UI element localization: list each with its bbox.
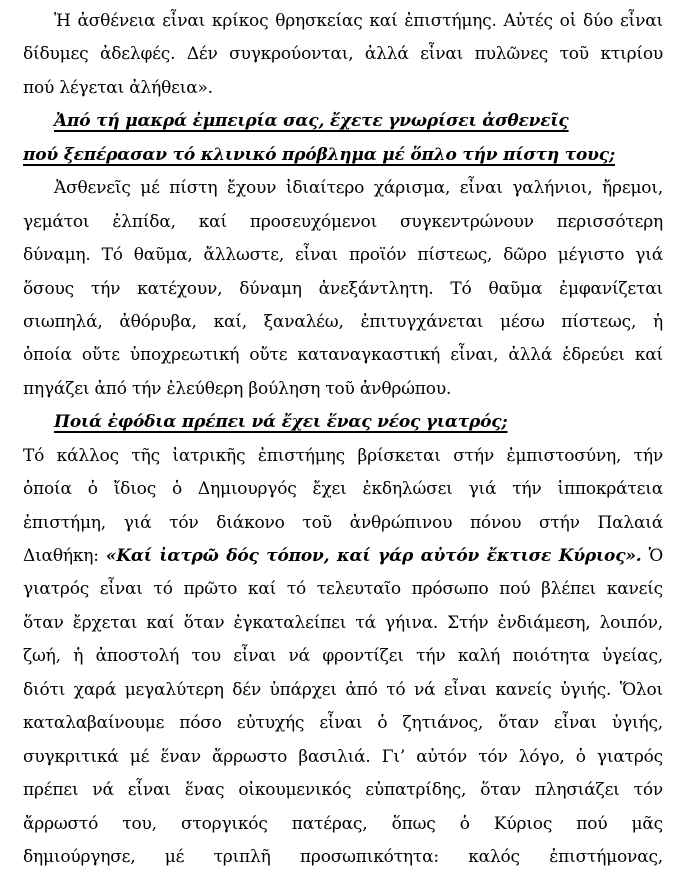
scripture-quote: «Καί ἰατρῶ δός τόπον, καί γάρ αὐτόν ἔκτισε Κύριος». [105, 546, 642, 566]
text-run: ἐπιστήμη, γιά τόν διάκονο τοῦ ἀνθρώπινου πόνου στήν Παλαιά [23, 512, 663, 533]
text-run: Ὁ [641, 546, 663, 566]
text-run: πού ξεπέρασαν τό κλινικό πρόβλημα μέ ὅπλο τήν πίστη τους; [23, 144, 615, 165]
text-run: δημιούργησε, μέ τριπλῆ προσωπικότητα: καλός ἐπιστήμονας, [23, 846, 663, 867]
text-line [23, 774, 663, 807]
text-run: ἄρρωστό του, στοργικός πατέρας, ὅπως ὁ Κύριος πού μᾶς [23, 813, 663, 834]
text-line [23, 507, 663, 540]
text-run: ὅσους τήν κατέχουν, δύναμη ἀνεξάντλητη. Τό θαῦμα ἐμφανίζεται [23, 278, 663, 299]
text-line [23, 540, 663, 573]
text-line [23, 707, 663, 740]
text-line [23, 339, 663, 372]
text-run: ὁποία ὁ ἴδιος ὁ Δημιουργός ἔχει ἐκδηλώσει γιά τήν ἱπποκράτεια [23, 479, 663, 500]
heading-line [23, 105, 663, 138]
text-run: Ποιά ἐφόδια πρέπει νά ἔχει ἕνας νέος γιατρός; [54, 412, 508, 433]
text-line [23, 239, 663, 272]
text-line [23, 607, 663, 640]
text-line [23, 172, 663, 205]
text-run: καταλαβαίνουμε πόσο εὐτυχής εἶναι ὁ ζητιάνος, ὅταν εἶναι ὑγιής, [23, 713, 663, 734]
heading-question-1 [23, 105, 663, 172]
paragraph-answer-faith [23, 172, 663, 406]
text-run: πρέπει νά εἶναι ἕνας οἰκουμενικός εὐπατρίδης, ὅταν πλησιάζει τόν [23, 780, 663, 801]
text-run: δύναμη. Τό θαῦμα, ἄλλωστε, εἶναι προϊόν πίστεως, δῶρο μέγιστο γιά [23, 245, 663, 266]
text-line [23, 841, 663, 874]
text-run: ὅταν ἔρχεται καί ὅταν ἐγκαταλείπει τά γήινα. Στήν ἐνδιάμεση, λοιπόν, [23, 612, 663, 633]
heading-question-2 [23, 406, 663, 439]
text-run: Διαθήκη: [23, 546, 106, 566]
text-run: δίδυμες ἀδελφές. Δέν συγκρούονται, ἀλλά εἶναι πυλῶνες τοῦ κτιρίου [23, 44, 663, 65]
text-line [23, 273, 663, 306]
text-run: σιωπηλά, ἀθόρυβα, καί, ξαναλέω, ἐπιτυγχάνεται μέσω πίστεως, ἡ [23, 311, 663, 332]
text-run: γιατρός εἶναι τό πρῶτο καί τό τελευταῖο πρόσωπο πού βλέπει κανείς [23, 579, 663, 600]
text-run: συγκριτικά μέ ἕναν ἄρρωστο βασιλιά. Γι’ αὐτόν τόν λόγο, ὁ γιατρός [23, 746, 663, 767]
text-line [23, 5, 663, 38]
text-line [23, 306, 663, 339]
text-line [23, 38, 663, 71]
text-run: Ἀπό τή μακρά ἐμπειρία σας, ἔχετε γνωρίσει ἀσθενεῖς [54, 111, 569, 132]
text-line [23, 640, 663, 673]
text-run: ζωή, ἡ ἀποστολή του εἶναι νά φροντίζει τήν καλή ποιότητα ὑγείας, [23, 646, 663, 667]
text-line [23, 674, 663, 707]
text-run: διότι χαρά μεγαλύτερη δέν ὑπάρχει ἀπό τό νά εἶναι κανείς ὑγιής. Ὅλοι [23, 679, 663, 700]
text-run: ὁποία οὔτε ὑποχρεωτική οὔτε καταναγκαστική εἶναι, ἀλλά ἑδρεύει καί [23, 345, 663, 366]
text-line [23, 573, 663, 606]
text-run: πηγάζει ἀπό τήν ἐλεύθερη βούληση τοῦ ἀνθρώπου. [23, 378, 452, 399]
text-line [23, 741, 663, 774]
paragraph-intro-quote [23, 5, 663, 105]
text-run: γεμάτοι ἐλπίδα, καί προσευχόμενοι συγκεντρώνουν περισσότερη [23, 211, 663, 232]
text-line [23, 808, 663, 841]
heading-line [23, 139, 663, 172]
text-run: Τό κάλλος τῆς ἰατρικῆς ἐπιστήμης βρίσκεται στήν ἐμπιστοσύνη, τήν [23, 445, 663, 466]
text-line [23, 72, 663, 105]
paragraph-answer-doctor [23, 440, 663, 875]
text-line [23, 473, 663, 506]
text-run: πού λέγεται ἀλήθεια». [23, 77, 213, 98]
text-line [23, 373, 663, 406]
heading-line [23, 406, 663, 439]
text-run: Ἀσθενεῖς μέ πίστη ἔχουν ἰδιαίτερο χάρισμα, εἶναι γαλήνιοι, ἤρεμοι, [54, 178, 663, 199]
text-run: Ἡ ἀσθένεια εἶναι κρίκος θρησκείας καί ἐπιστήμης. Αὐτές οἱ δύο εἶναι [54, 11, 663, 31]
text-line [23, 206, 663, 239]
text-line [23, 440, 663, 473]
